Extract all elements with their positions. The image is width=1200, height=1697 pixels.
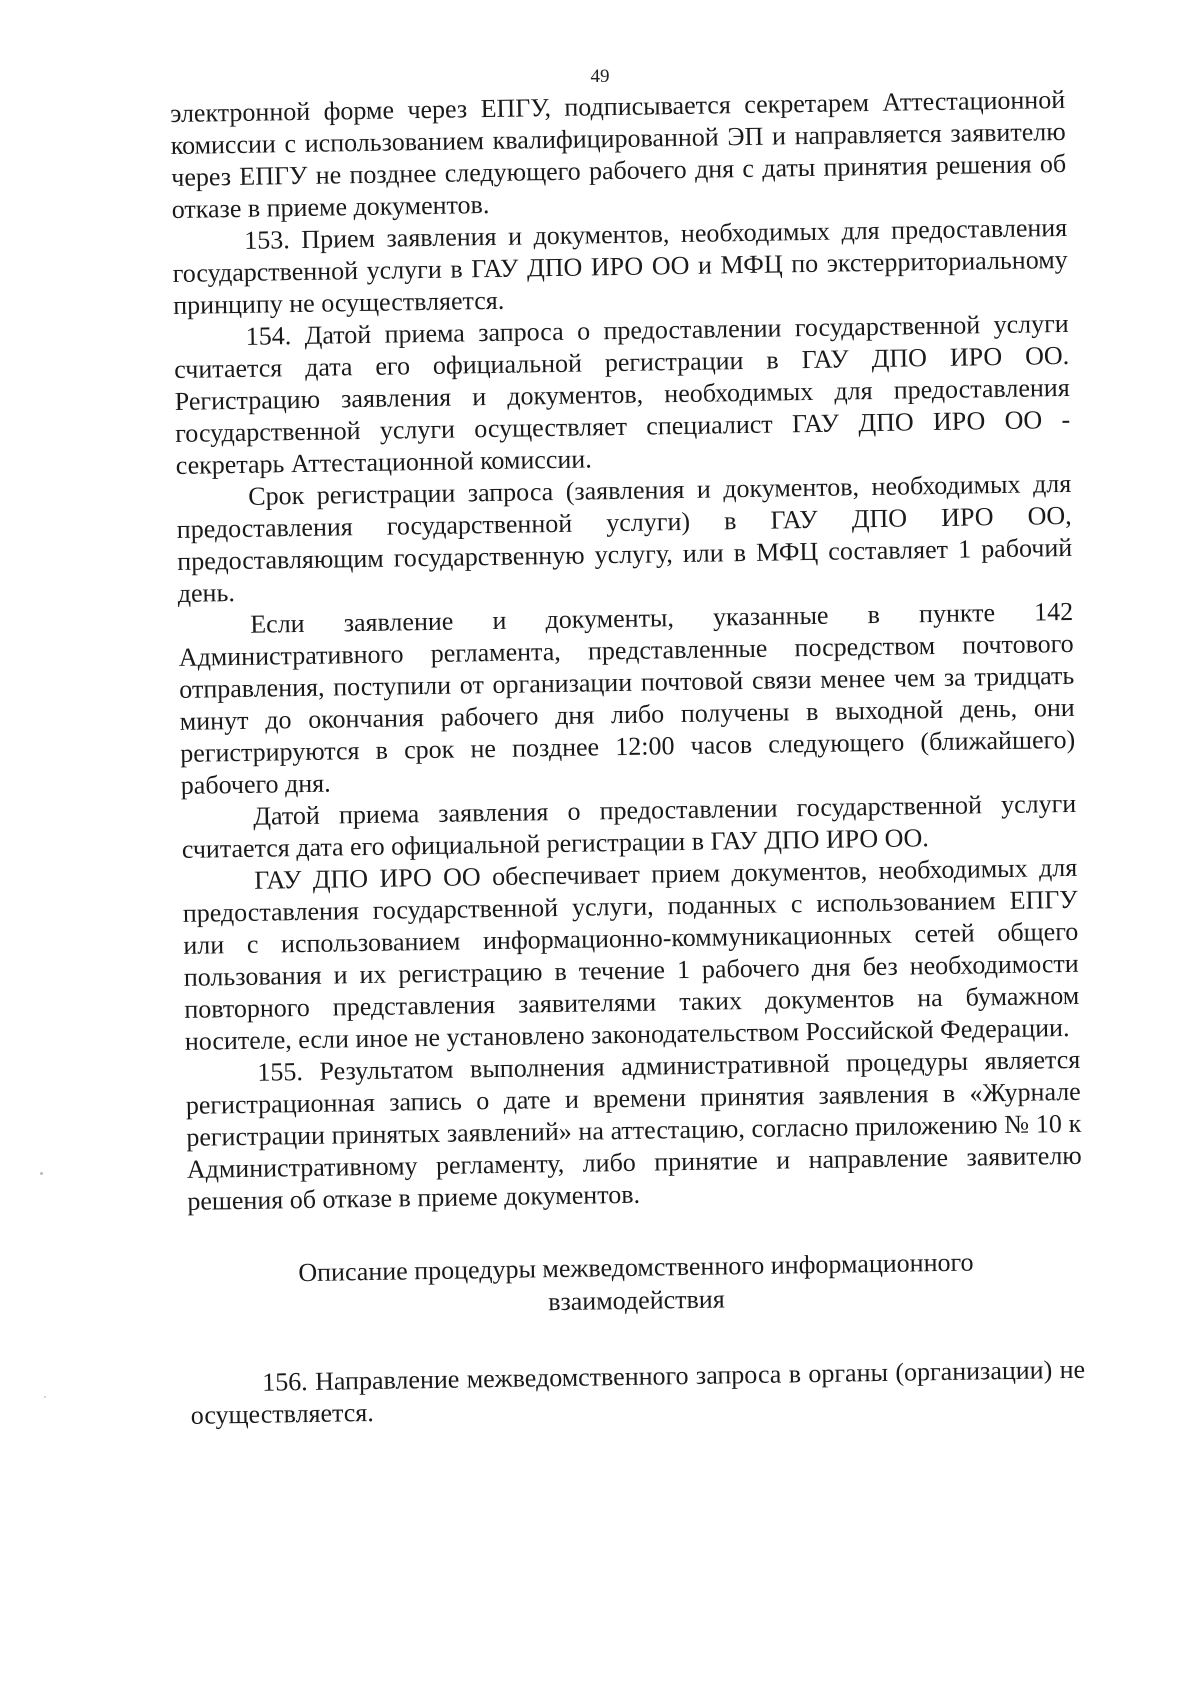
paragraph-postal-submission: Если заявление и документы, указанные в пункте 142 Административного регламента, представленные посредством почтового отправления, поступили от организации почтовой связи менее чем за тридцать минут до окончания рабочего дня либо получены в выходной день, они регистрируются в срок не позднее 12:00 часов следующего (ближайшего) рабочего дня.: [178, 596, 1076, 800]
page-number: 49: [590, 66, 610, 87]
section-heading-line-1: Описание процедуры межведомственного информационного: [298, 1247, 974, 1288]
paragraph-registration-term: Срок регистрации запроса (заявления и документов, необходимых для предоставления государственной услуги) в ГАУ ДПО ИРО ОО, предоставляющим государственную услугу, или в МФЦ составляет 1 рабочий день.: [176, 468, 1073, 608]
scan-speck: [44, 1396, 46, 1398]
document-body: [170, 84, 1086, 1432]
paragraph-continuation: электронной форме через ЕПГУ, подписывается секретарем Аттестационной комиссии с использованием квалифицированной ЭП и направляется заявителю через ЕПГУ не позднее следующего рабочего дня с даты принятия решения об отказе в приеме документов.: [170, 84, 1067, 224]
section-heading: [188, 1244, 1084, 1324]
paragraph-epgu-acceptance: ГАУ ДПО ИРО ОО обеспечивает прием документов, необходимых для предоставления государственной услуги, поданных с использованием ЕПГУ или с использованием информационно-коммуникационных сетей общего пользования и их регистрацию в течение 1 рабочего дня без необходимости повторного представления заявителями таких документов на бумажном носителе, если иное не установлено законодательством Российской Федерации.: [182, 852, 1080, 1056]
paragraph-156: 156. Направление межведомственного запроса в органы (организации) не осуществляется.: [190, 1354, 1086, 1430]
paragraph-154: 154. Датой приема запроса о предоставлении государственной услуги считается дата его официальной регистрации в ГАУ ДПО ИРО ОО. Регистрацию заявления и документов, необходимых для предоставления государственной услуги осуществляет специалист ГАУ ДПО ИРО ОО - секретарь Аттестационной комиссии.: [174, 308, 1071, 480]
paragraph-155: 155. Результатом выполнения административной процедуры является регистрационная запись о дате и времени принятия заявления в «Журнале регистрации принятых заявлений» на аттестацию, согласно приложению № 10 к Административному регламенту, либо принятие и направление заявителю решения об отказе в приеме документов.: [185, 1044, 1082, 1216]
paragraph-153: 153. Прием заявления и документов, необходимых для предоставления государственной услуги в ГАУ ДПО ИРО ОО и МФЦ по экстерриториальному принципу не осуществляется.: [172, 212, 1068, 320]
scan-speck: [40, 1172, 43, 1175]
paragraph-acceptance-date: Датой приема заявления о предоставлении государственной услуги считается дата его официальной регистрации в ГАУ ДПО ИРО ОО.: [181, 788, 1077, 864]
section-heading-line-2: взаимодействия: [547, 1284, 725, 1317]
